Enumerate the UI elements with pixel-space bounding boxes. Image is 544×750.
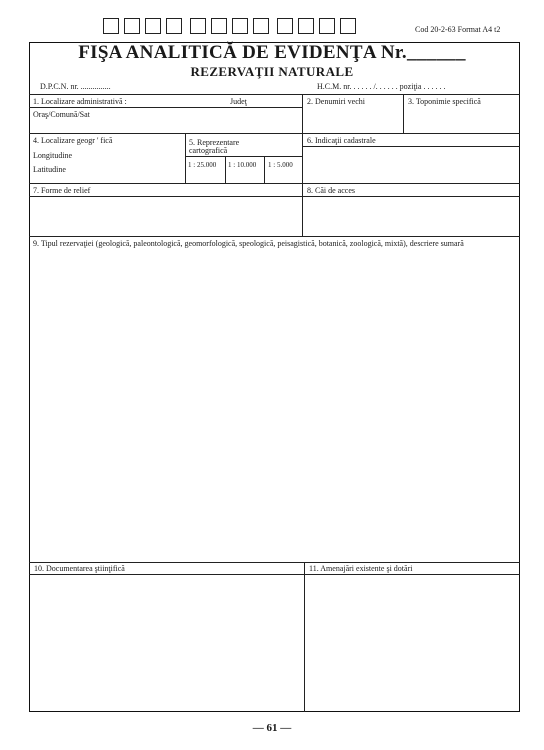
field-3-label[interactable]: 3. Toponimie specifică xyxy=(408,97,481,106)
rule-col-bottom xyxy=(304,562,305,712)
rule-row4-end xyxy=(29,562,520,563)
field-4-longitude[interactable]: Longitudine xyxy=(33,151,73,160)
form-code: Cod 20-2-63 Format A4 t2 xyxy=(415,25,501,34)
code-box-8 xyxy=(253,18,269,34)
rule-scale-2 xyxy=(264,156,265,183)
rule-row1-sub xyxy=(29,107,302,108)
rule-row1-end xyxy=(29,133,520,134)
field-11-label[interactable]: 11. Amenajări existente şi dotări xyxy=(309,564,413,573)
field-1-judet[interactable]: Judeţ xyxy=(230,97,247,106)
rule-row2-sub xyxy=(302,146,520,147)
field-9-label[interactable]: 9. Tipul rezervaţiei (geologică, paleontologică, geomorfologică, speologică, peisagistică, botanică, zoologică, mixtă), descriere sumară xyxy=(33,239,464,248)
rule-col-b xyxy=(403,94,404,133)
code-box-6 xyxy=(211,18,227,34)
field-1-oras[interactable]: Oraş/Comună/Sat xyxy=(33,110,90,119)
scale-25000[interactable]: 1 : 25.000 xyxy=(188,161,217,169)
dpcn-field[interactable]: D.P.C.N. nr. ............... xyxy=(40,82,111,91)
code-box-7 xyxy=(232,18,248,34)
code-box-3 xyxy=(145,18,161,34)
rule-scale-1 xyxy=(225,156,226,183)
scale-10000[interactable]: 1 : 10.000 xyxy=(228,161,257,169)
field-7-label[interactable]: 7. Forme de relief xyxy=(33,186,91,195)
rule-row3-sub xyxy=(29,196,520,197)
rule-col-a xyxy=(302,94,303,236)
code-box-4 xyxy=(166,18,182,34)
code-box-9 xyxy=(277,18,293,34)
field-5-label-line2: cartografică xyxy=(189,146,228,155)
code-box-11 xyxy=(319,18,335,34)
code-box-1 xyxy=(103,18,119,34)
code-box-2 xyxy=(124,18,140,34)
rule-row2-end xyxy=(29,183,520,184)
page-title: FIŞA ANALITICĂ DE EVIDENŢA Nr.______ xyxy=(78,42,466,63)
code-box-12 xyxy=(340,18,356,34)
field-8-label[interactable]: 8. Căi de acces xyxy=(307,186,355,195)
rule-row3-end xyxy=(29,236,520,237)
field-2-label[interactable]: 2. Denumiri vechi xyxy=(307,97,365,106)
rule-row5-sub xyxy=(29,574,520,575)
rule-header xyxy=(29,94,520,95)
page-subtitle: REZERVAŢII NATURALE xyxy=(190,64,354,79)
scale-5000[interactable]: 1 : 5.000 xyxy=(268,161,293,169)
code-box-5 xyxy=(190,18,206,34)
page-number: — 61 — xyxy=(252,722,292,734)
code-box-10 xyxy=(298,18,314,34)
field-6-label[interactable]: 6. Indicaţii cadastrale xyxy=(307,136,376,145)
hcm-field[interactable]: H.C.M. nr. . . . . . /. . . . . . poziţia . . . . . . xyxy=(317,82,446,91)
rule-col-5-left xyxy=(185,133,186,183)
field-4-label: 4. Localizare geogr ' fică xyxy=(33,136,113,145)
rule-scale-top xyxy=(185,156,302,157)
field-10-label[interactable]: 10. Documentarea ştiinţifică xyxy=(34,564,125,573)
field-5-label-line1: 5. Reprezentare xyxy=(189,138,240,147)
field-1-label: 1. Localizare administrativă : xyxy=(33,97,127,106)
field-4-latitude[interactable]: Latitudine xyxy=(33,165,66,174)
